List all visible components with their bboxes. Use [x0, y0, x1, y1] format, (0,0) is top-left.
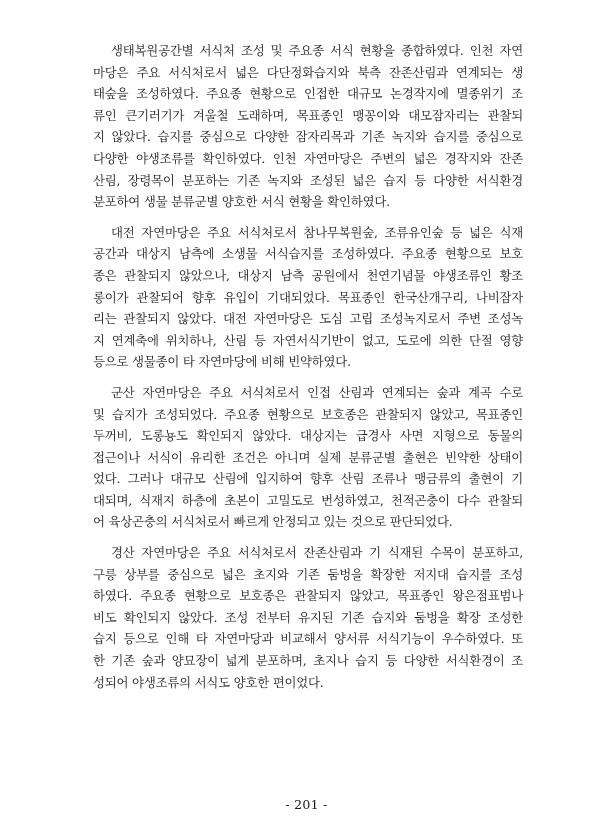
text-line: 리는 관찰되지 않았다. 대전 자연마당은 도심 고립 조성녹지로서 주변 조성녹	[93, 311, 523, 327]
text-line: 분포하여 생물 분류군별 양호한 서식 현황을 확인하였다.	[93, 194, 390, 210]
paragraph-incheon	[93, 40, 523, 213]
text-line: 공간과 대상지 남측에 소생물 서식습지를 조성하였다. 주요종 현황으로 보호	[93, 246, 523, 262]
paragraph-gyeongsan	[93, 542, 523, 693]
text-line: 류인 큰기러기가 겨울철 도래하며, 목표종인 맹꽁이와 대모잠자리는 관찰되	[93, 107, 523, 123]
text-line: 등으로 생물종이 타 자연마당에 비해 빈약하였다.	[93, 354, 351, 370]
text-line: 태숲을 조성하였다. 주요종 현황으로 인접한 대규모 논경작지에 멸종위기 조	[93, 86, 523, 102]
text-line: 군산 자연마당은 주요 서식처로서 인접 산림과 연계되는 숲과 계곡 수로	[111, 384, 523, 400]
text-line: 하였다. 주요종 현황으로 보호종은 관찰되지 않았고, 목표종인 왕은점표범나	[93, 588, 523, 604]
text-line: 성되어 야생조류의 서식도 양호한 편이었다.	[93, 674, 324, 690]
text-line: 지 않았다. 습지를 중심으로 다양한 잠자리목과 기존 녹지와 습지를 중심으로	[93, 129, 523, 145]
text-line: 비도 확인되지 않았다. 조성 전부터 유지된 기존 습지와 둠벙을 확장 조성한	[93, 609, 523, 625]
text-line: 대되며, 식재지 하층에 초본이 고밀도로 번성하였고, 천적곤충이 다수 관찰되	[93, 492, 523, 508]
text-line: 구릉 상부를 중심으로 넓은 초지와 기존 둠벙을 확장한 저지대 습지를 조성	[93, 566, 523, 582]
text-line: 지 연계축에 위치하나, 산림 등 자연서식기반이 없고, 도로에 의한 단절 영향	[93, 332, 523, 348]
text-line: 대전 자연마당은 주요 서식처로서 참나무복원숲, 조류유인숲 등 넓은 식재	[111, 224, 523, 240]
text-line: 마당은 주요 서식처로서 넓은 다단정화습지와 북측 잔존산림과 연계되는 생	[93, 64, 523, 80]
text-line: 두꺼비, 도롱뇽도 확인되지 않았다. 대상지는 급경사 사면 지형으로 동물의	[93, 428, 523, 444]
body-text	[93, 40, 523, 702]
page-number: - 201 -	[285, 797, 328, 812]
text-line: 접근이나 서식이 유리한 조건은 아니며 실제 분류군별 출현은 빈약한 상태이	[93, 449, 523, 465]
paragraph-gunsan	[93, 382, 523, 533]
text-line: 었다. 그러나 대규모 산림에 입지하여 향후 산림 조류나 맹금류의 출현이 기	[93, 471, 523, 487]
text-line: 종은 관찰되지 않았으나, 대상지 남측 공원에서 천연기념물 야생조류인 황조	[93, 267, 523, 283]
text-line: 어 육상곤충의 서식처로서 빠르게 안정되고 있는 것으로 판단되었다.	[93, 514, 453, 530]
text-line: 롱이가 관찰되어 향후 유입이 기대되었다. 목표종인 한국산개구리, 나비잠자	[93, 289, 523, 305]
text-line: 경산 자연마당은 주요 서식처로서 잔존산림과 기 식재된 수목이 분포하고,	[111, 545, 523, 561]
text-line: 생태복원공간별 서식처 조성 및 주요종 서식 현황을 종합하였다. 인천 자연	[111, 43, 523, 58]
paragraph-daejeon	[93, 222, 523, 373]
text-line: 습지 등으로 인해 타 자연마당과 비교해서 양서류 서식기능이 우수하였다. 또	[93, 631, 523, 647]
text-line: 한 기존 숲과 양묘장이 넓게 분포하며, 초지나 습지 등 다양한 서식환경이 조	[93, 653, 523, 669]
text-line: 다양한 야생조류를 확인하였다. 인천 자연마당은 주변의 넓은 경작지와 잔존	[93, 150, 523, 166]
text-line: 및 습지가 조성되었다. 주요종 현황으로 보호종은 관찰되지 않았고, 목표종인	[93, 406, 523, 422]
text-line: 산림, 장령목이 분포하는 기존 녹지와 조성된 넓은 습지 등 다양한 서식환경	[93, 172, 523, 188]
